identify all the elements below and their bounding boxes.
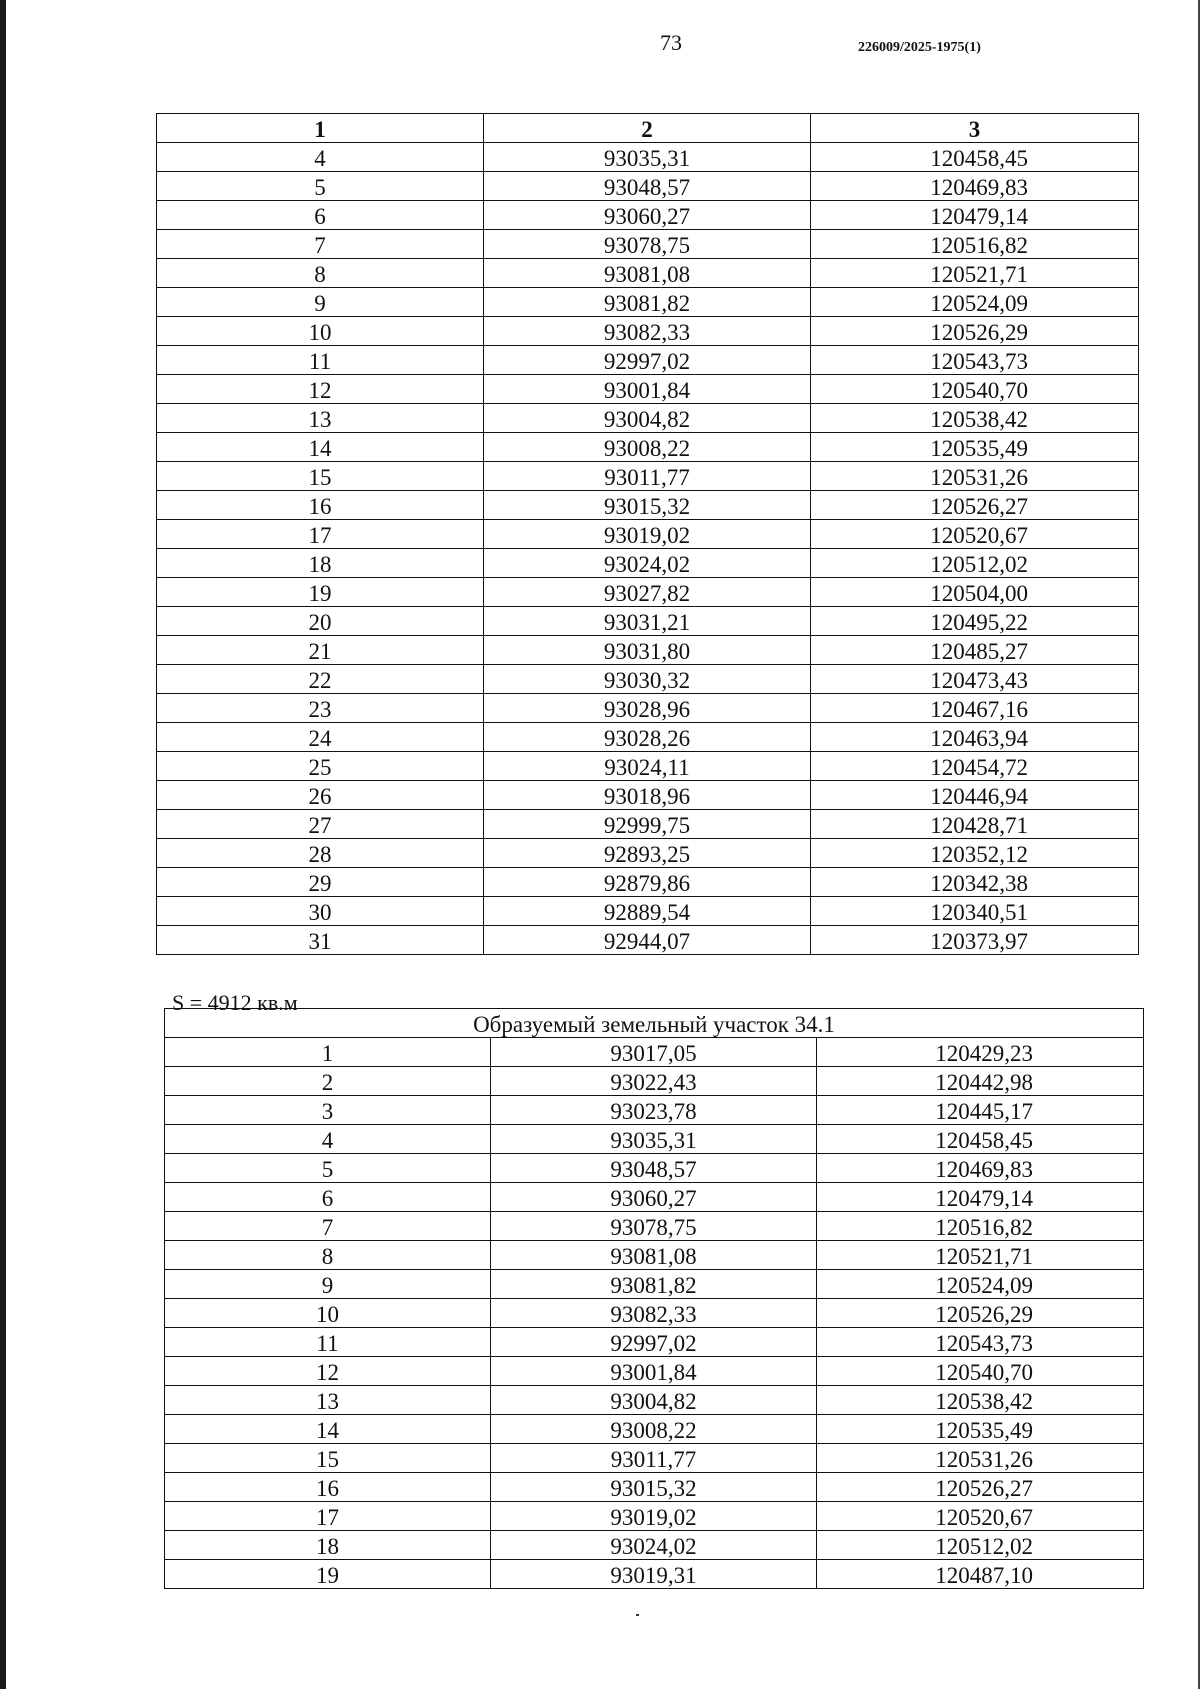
x-coordinate-cell: 92893,25 [484, 839, 811, 868]
point-number-cell: 4 [165, 1125, 491, 1154]
x-coordinate-cell: 93078,75 [491, 1212, 817, 1241]
x-coordinate-cell: 92889,54 [484, 897, 811, 926]
x-coordinate-cell: 93060,27 [491, 1183, 817, 1212]
table-row [157, 781, 1139, 810]
table-body [157, 143, 1139, 955]
document-code: 226009/2025-1975(1) [858, 40, 981, 55]
x-coordinate-cell: 93035,31 [491, 1125, 817, 1154]
table-row [165, 1038, 1144, 1067]
scan-edge-left [0, 0, 6, 1689]
table-row [165, 1212, 1144, 1241]
y-coordinate-cell: 120540,70 [817, 1357, 1144, 1386]
table-row [165, 1183, 1144, 1212]
table-row [165, 1386, 1144, 1415]
table-body [165, 1009, 1144, 1589]
table-row [157, 636, 1139, 665]
table-row [165, 1241, 1144, 1270]
y-coordinate-cell: 120458,45 [811, 143, 1139, 172]
x-coordinate-cell: 93081,08 [491, 1241, 817, 1270]
point-number-cell: 24 [157, 723, 484, 752]
y-coordinate-cell: 120520,67 [817, 1502, 1144, 1531]
x-coordinate-cell: 92879,86 [484, 868, 811, 897]
table-row [165, 1125, 1144, 1154]
table-row [157, 578, 1139, 607]
point-number-cell: 9 [157, 288, 484, 317]
table-row [165, 1560, 1144, 1589]
x-coordinate-cell: 93048,57 [484, 172, 811, 201]
point-number-cell: 10 [165, 1299, 491, 1328]
point-number-cell: 16 [157, 491, 484, 520]
x-coordinate-cell: 93023,78 [491, 1096, 817, 1125]
table-row [165, 1357, 1144, 1386]
page-number: 73 [660, 30, 682, 55]
table-row [165, 1473, 1144, 1502]
x-coordinate-cell: 93082,33 [491, 1299, 817, 1328]
table-row [165, 1328, 1144, 1357]
y-coordinate-cell: 120535,49 [817, 1415, 1144, 1444]
x-coordinate-cell: 93027,82 [484, 578, 811, 607]
x-coordinate-cell: 93078,75 [484, 230, 811, 259]
table-row [165, 1444, 1144, 1473]
point-number-cell: 9 [165, 1270, 491, 1299]
y-coordinate-cell: 120526,29 [817, 1299, 1144, 1328]
coordinates-table-continued [156, 113, 1139, 955]
y-coordinate-cell: 120373,97 [811, 926, 1139, 955]
table-row [157, 868, 1139, 897]
x-coordinate-cell: 92997,02 [484, 346, 811, 375]
table-row [157, 346, 1139, 375]
point-number-cell: 11 [157, 346, 484, 375]
x-coordinate-cell: 93017,05 [491, 1038, 817, 1067]
x-coordinate-cell: 92999,75 [484, 810, 811, 839]
point-number-cell: 22 [157, 665, 484, 694]
x-coordinate-cell: 93082,33 [484, 317, 811, 346]
point-number-cell: 27 [157, 810, 484, 839]
land-plot-title: Образуемый земельный участок 34.1 [165, 1009, 1144, 1038]
point-number-cell: 23 [157, 694, 484, 723]
x-coordinate-cell: 93028,96 [484, 694, 811, 723]
table-row [157, 694, 1139, 723]
y-coordinate-cell: 120540,70 [811, 375, 1139, 404]
point-number-cell: 30 [157, 897, 484, 926]
x-coordinate-cell: 93004,82 [491, 1386, 817, 1415]
table-row [165, 1270, 1144, 1299]
scan-speck [636, 1614, 639, 1616]
x-coordinate-cell: 93015,32 [484, 491, 811, 520]
y-coordinate-cell: 120521,71 [817, 1241, 1144, 1270]
table-row [157, 230, 1139, 259]
y-coordinate-cell: 120454,72 [811, 752, 1139, 781]
point-number-cell: 8 [157, 259, 484, 288]
table-row [157, 810, 1139, 839]
table-row [157, 259, 1139, 288]
y-coordinate-cell: 120512,02 [811, 549, 1139, 578]
y-coordinate-cell: 120538,42 [811, 404, 1139, 433]
table-row [157, 288, 1139, 317]
y-coordinate-cell: 120495,22 [811, 607, 1139, 636]
y-coordinate-cell: 120429,23 [817, 1038, 1144, 1067]
table-title-row [165, 1009, 1144, 1038]
table-row [157, 462, 1139, 491]
y-coordinate-cell: 120463,94 [811, 723, 1139, 752]
table-row [157, 172, 1139, 201]
x-coordinate-cell: 93024,02 [484, 549, 811, 578]
point-number-cell: 1 [165, 1038, 491, 1067]
y-coordinate-cell: 120538,42 [817, 1386, 1144, 1415]
x-coordinate-cell: 93004,82 [484, 404, 811, 433]
point-number-cell: 18 [165, 1531, 491, 1560]
table-row [165, 1502, 1144, 1531]
table-row [165, 1067, 1144, 1096]
table-row [157, 143, 1139, 172]
point-number-cell: 19 [165, 1560, 491, 1589]
table-row [157, 665, 1139, 694]
y-coordinate-cell: 120504,00 [811, 578, 1139, 607]
point-number-cell: 16 [165, 1473, 491, 1502]
y-coordinate-cell: 120516,82 [811, 230, 1139, 259]
x-coordinate-cell: 93011,77 [484, 462, 811, 491]
x-coordinate-cell: 93022,43 [491, 1067, 817, 1096]
y-coordinate-cell: 120469,83 [817, 1154, 1144, 1183]
y-coordinate-cell: 120469,83 [811, 172, 1139, 201]
x-coordinate-cell: 93008,22 [491, 1415, 817, 1444]
area-label: S = 4912 кв.м [172, 990, 298, 1015]
x-coordinate-cell: 93028,26 [484, 723, 811, 752]
table-row [157, 723, 1139, 752]
table-row [157, 491, 1139, 520]
y-coordinate-cell: 120442,98 [817, 1067, 1144, 1096]
table-row [165, 1154, 1144, 1183]
point-number-cell: 6 [157, 201, 484, 230]
table-row [157, 752, 1139, 781]
point-number-cell: 17 [157, 520, 484, 549]
table-row [157, 404, 1139, 433]
x-coordinate-cell: 93019,31 [491, 1560, 817, 1589]
table-row [165, 1531, 1144, 1560]
point-number-cell: 7 [157, 230, 484, 259]
x-coordinate-cell: 93001,84 [491, 1357, 817, 1386]
y-coordinate-cell: 120531,26 [811, 462, 1139, 491]
point-number-cell: 8 [165, 1241, 491, 1270]
y-coordinate-cell: 120458,45 [817, 1125, 1144, 1154]
point-number-cell: 6 [165, 1183, 491, 1212]
point-number-cell: 15 [165, 1444, 491, 1473]
x-coordinate-cell: 92944,07 [484, 926, 811, 955]
point-number-cell: 28 [157, 839, 484, 868]
x-coordinate-cell: 93031,21 [484, 607, 811, 636]
y-coordinate-cell: 120531,26 [817, 1444, 1144, 1473]
y-coordinate-cell: 120445,17 [817, 1096, 1144, 1125]
y-coordinate-cell: 120526,27 [811, 491, 1139, 520]
table-row [165, 1415, 1144, 1444]
point-number-cell: 26 [157, 781, 484, 810]
column-header-point: 1 [157, 114, 484, 143]
point-number-cell: 4 [157, 143, 484, 172]
y-coordinate-cell: 120352,12 [811, 839, 1139, 868]
y-coordinate-cell: 120485,27 [811, 636, 1139, 665]
table-row [165, 1096, 1144, 1125]
y-coordinate-cell: 120487,10 [817, 1560, 1144, 1589]
y-coordinate-cell: 120526,29 [811, 317, 1139, 346]
x-coordinate-cell: 93048,57 [491, 1154, 817, 1183]
point-number-cell: 11 [165, 1328, 491, 1357]
y-coordinate-cell: 120524,09 [817, 1270, 1144, 1299]
point-number-cell: 13 [165, 1386, 491, 1415]
y-coordinate-cell: 120446,94 [811, 781, 1139, 810]
point-number-cell: 12 [157, 375, 484, 404]
x-coordinate-cell: 93024,11 [484, 752, 811, 781]
y-coordinate-cell: 120535,49 [811, 433, 1139, 462]
x-coordinate-cell: 93081,82 [484, 288, 811, 317]
table-row [157, 607, 1139, 636]
y-coordinate-cell: 120473,43 [811, 665, 1139, 694]
y-coordinate-cell: 120516,82 [817, 1212, 1144, 1241]
y-coordinate-cell: 120428,71 [811, 810, 1139, 839]
table-row [157, 926, 1139, 955]
table-row [157, 201, 1139, 230]
x-coordinate-cell: 93001,84 [484, 375, 811, 404]
table-row [157, 839, 1139, 868]
x-coordinate-cell: 93015,32 [491, 1473, 817, 1502]
x-coordinate-cell: 93011,77 [491, 1444, 817, 1473]
x-coordinate-cell: 93024,02 [491, 1531, 817, 1560]
x-coordinate-cell: 93018,96 [484, 781, 811, 810]
y-coordinate-cell: 120467,16 [811, 694, 1139, 723]
y-coordinate-cell: 120520,67 [811, 520, 1139, 549]
x-coordinate-cell: 93019,02 [484, 520, 811, 549]
y-coordinate-cell: 120342,38 [811, 868, 1139, 897]
table-row [157, 549, 1139, 578]
y-coordinate-cell: 120479,14 [811, 201, 1139, 230]
table-row [157, 433, 1139, 462]
y-coordinate-cell: 120543,73 [817, 1328, 1144, 1357]
y-coordinate-cell: 120340,51 [811, 897, 1139, 926]
y-coordinate-cell: 120479,14 [817, 1183, 1144, 1212]
x-coordinate-cell: 92997,02 [491, 1328, 817, 1357]
land-plot-coordinates-table [164, 1008, 1144, 1589]
column-header-y: 3 [811, 114, 1139, 143]
x-coordinate-cell: 93030,32 [484, 665, 811, 694]
y-coordinate-cell: 120521,71 [811, 259, 1139, 288]
point-number-cell: 14 [165, 1415, 491, 1444]
table-row [165, 1299, 1144, 1328]
point-number-cell: 12 [165, 1357, 491, 1386]
point-number-cell: 29 [157, 868, 484, 897]
point-number-cell: 13 [157, 404, 484, 433]
point-number-cell: 15 [157, 462, 484, 491]
table-row [157, 520, 1139, 549]
point-number-cell: 3 [165, 1096, 491, 1125]
table-header-row [157, 114, 1139, 143]
x-coordinate-cell: 93081,82 [491, 1270, 817, 1299]
point-number-cell: 17 [165, 1502, 491, 1531]
point-number-cell: 5 [165, 1154, 491, 1183]
x-coordinate-cell: 93019,02 [491, 1502, 817, 1531]
point-number-cell: 14 [157, 433, 484, 462]
point-number-cell: 5 [157, 172, 484, 201]
point-number-cell: 21 [157, 636, 484, 665]
x-coordinate-cell: 93081,08 [484, 259, 811, 288]
x-coordinate-cell: 93060,27 [484, 201, 811, 230]
y-coordinate-cell: 120512,02 [817, 1531, 1144, 1560]
table-row [157, 375, 1139, 404]
point-number-cell: 25 [157, 752, 484, 781]
table-row [157, 897, 1139, 926]
point-number-cell: 20 [157, 607, 484, 636]
y-coordinate-cell: 120526,27 [817, 1473, 1144, 1502]
point-number-cell: 7 [165, 1212, 491, 1241]
point-number-cell: 2 [165, 1067, 491, 1096]
y-coordinate-cell: 120543,73 [811, 346, 1139, 375]
point-number-cell: 18 [157, 549, 484, 578]
point-number-cell: 31 [157, 926, 484, 955]
column-header-x: 2 [484, 114, 811, 143]
point-number-cell: 19 [157, 578, 484, 607]
x-coordinate-cell: 93031,80 [484, 636, 811, 665]
x-coordinate-cell: 93035,31 [484, 143, 811, 172]
point-number-cell: 10 [157, 317, 484, 346]
table-row [157, 317, 1139, 346]
y-coordinate-cell: 120524,09 [811, 288, 1139, 317]
x-coordinate-cell: 93008,22 [484, 433, 811, 462]
